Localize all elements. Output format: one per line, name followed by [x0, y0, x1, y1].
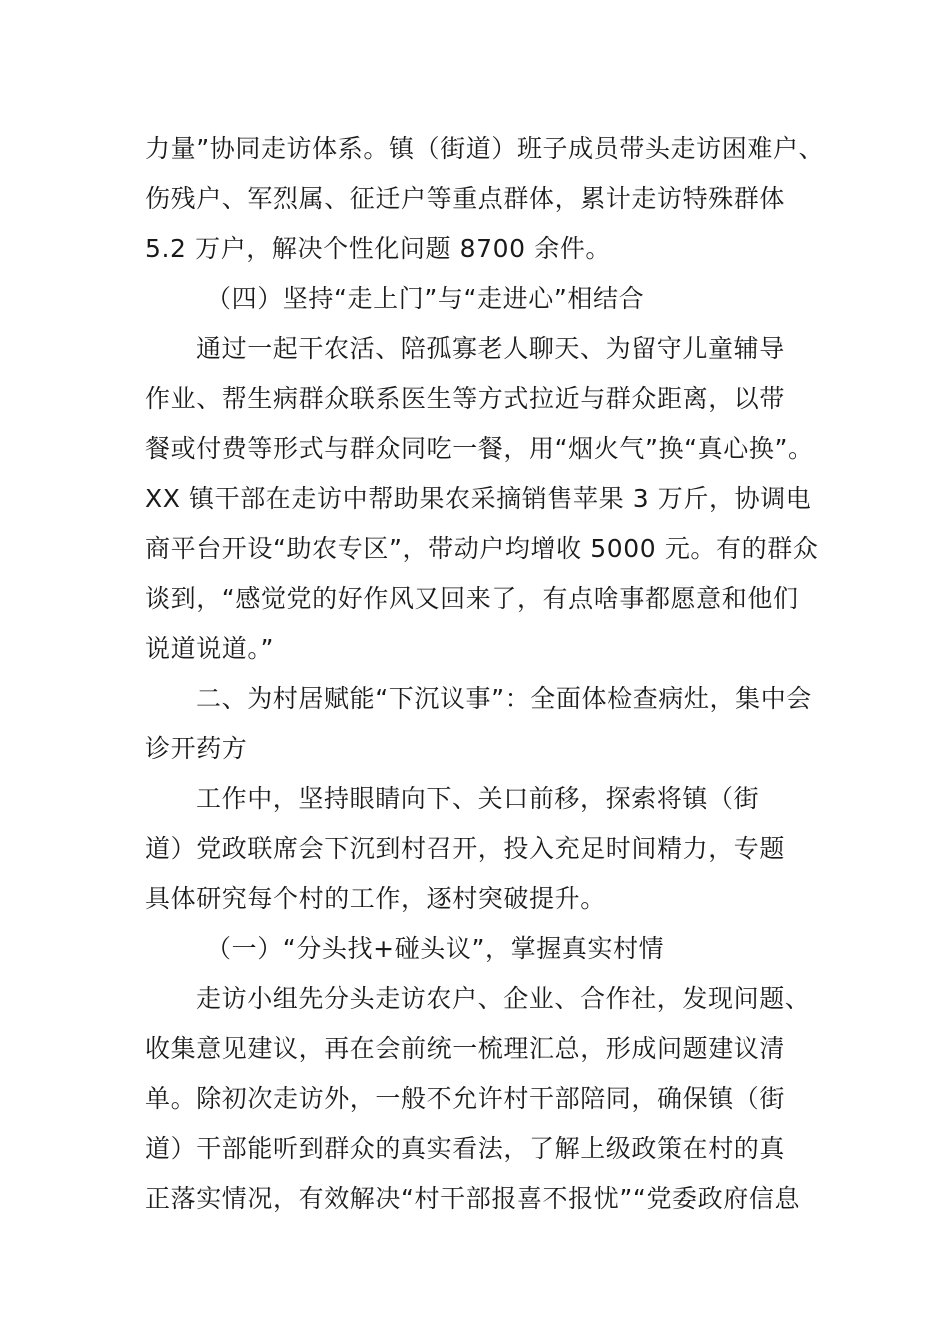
section-subheading: （四）坚持“走上门”与“走进心”相结合 — [206, 284, 645, 313]
section-subheading: （一）“分头找+碰头议”，掌握真实村情 — [206, 934, 665, 963]
body-text-line: 收集意见建议，再在会前统一梳理汇总，形成问题建议清 — [145, 1034, 786, 1063]
body-text-line: 作业、帮生病群众联系医生等方式拉近与群众距离，以带 — [145, 384, 786, 413]
paragraph-first-line: 通过一起干农活、陪孤寡老人聊天、为留守儿童辅导 — [196, 334, 785, 363]
paragraph-first-line: 工作中，坚持眼睛向下、关口前移，探索将镇（街 — [196, 784, 760, 813]
section-heading-continued: 诊开药方 — [145, 734, 248, 763]
body-text-line: 正落实情况，有效解决“村干部报喜不报忧”“党委政府信息 — [145, 1184, 801, 1213]
body-text-line: 伤残户、军烈属、征迁户等重点群体，累计走访特殊群体 — [145, 184, 786, 213]
body-text-line: 具体研究每个村的工作，逐村突破提升。 — [145, 884, 606, 913]
body-text-line: 单。除初次走访外，一般不允许村干部陪同，确保镇（街 — [145, 1084, 786, 1113]
body-text-line: 谈到，“感觉党的好作风又回来了，有点啥事都愿意和他们 — [145, 584, 799, 613]
body-text-line: 道）党政联席会下沉到村召开，投入充足时间精力，专题 — [145, 834, 786, 863]
body-text-line: 力量”协同走访体系。镇（街道）班子成员带头走访困难户、 — [145, 134, 825, 163]
body-text-line: 5.2 万户，解决个性化问题 8700 余件。 — [145, 234, 612, 263]
section-heading: 二、为村居赋能“下沉议事”：全面体检查病灶，集中会 — [196, 684, 812, 713]
body-text-line: 商平台开设“助农专区”，带动户均增收 5000 元。有的群众 — [145, 534, 819, 563]
body-text-line: 说道说道。” — [145, 634, 275, 663]
body-text-line: XX 镇干部在走访中帮助果农采摘销售苹果 3 万斤，协调电 — [145, 484, 812, 513]
body-text-line: 道）干部能听到群众的真实看法，了解上级政策在村的真 — [145, 1134, 786, 1163]
body-text-line: 餐或付费等形式与群众同吃一餐，用“烟火气”换“真心换”。 — [145, 434, 814, 463]
paragraph-first-line: 走访小组先分头走访农户、企业、合作社，发现问题、 — [196, 984, 811, 1013]
